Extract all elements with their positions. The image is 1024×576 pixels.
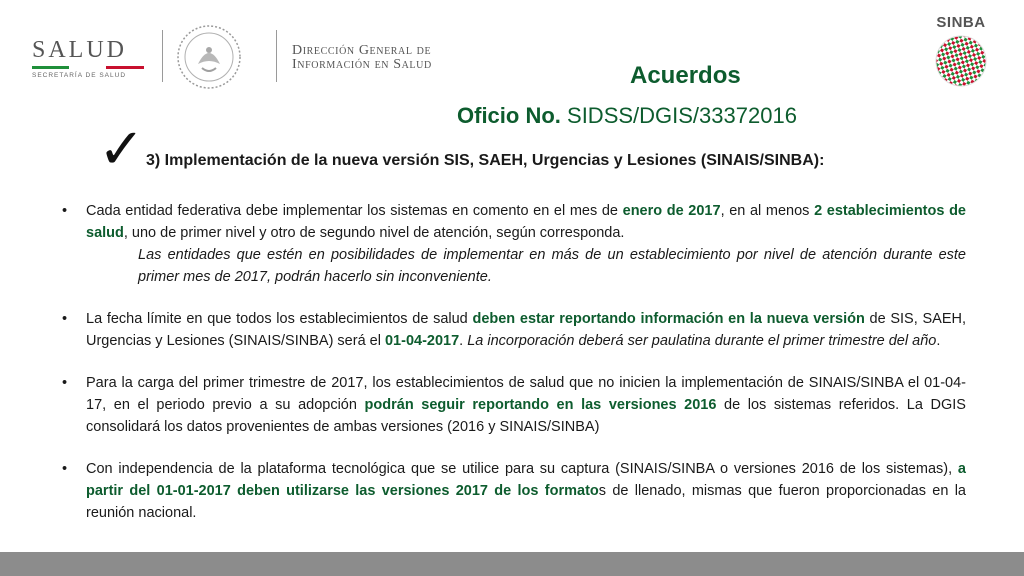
bullet-item <box>62 308 966 352</box>
dgis-line-2: Información en Salud <box>292 57 432 72</box>
dgis-line-1: Dirección General de <box>292 43 432 58</box>
bullet-note: Las entidades que estén en posibilidades de implementar en más de un establecimiento por nivel de atención durante este primer mes de 2017, podrán hacerlo sin inconveniente. <box>138 247 966 285</box>
bullet-text: , en al menos <box>720 203 815 219</box>
bullet-dot-icon: • <box>62 375 68 391</box>
bullet-text: La fecha límite en que todos los establecimientos de salud <box>86 311 473 327</box>
bullet-text: . <box>936 333 941 349</box>
bullet-list <box>62 200 966 524</box>
bullet-text: , uno de primer nivel y otro de segundo nivel de atención, según corresponda. <box>123 225 625 241</box>
coat-of-arms-icon <box>176 24 242 95</box>
bullet-highlight: deben estar reportando información en la nueva versión <box>472 311 865 327</box>
salud-logo-subtitle: SECRETARÍA DE SALUD <box>32 72 127 79</box>
bullet-item <box>62 458 966 524</box>
oficio-line <box>457 103 797 129</box>
sinba-logo-text: SINBA <box>936 14 986 31</box>
bullet-item <box>62 372 966 438</box>
footer-bar <box>0 552 1024 576</box>
bullet-dot-icon: • <box>62 203 68 219</box>
bullet-text: de los sistemas referidos. La DGIS consolidará los datos provenientes de ambas versiones (2016 y SINAIS/SINBA) <box>86 397 966 435</box>
bullet-text: Para la carga del primer trimestre de 2017, los establecimientos de salud que no inicien la implementación de SINAIS/SINBA el 01-04-17, en el periodo previo a su adopción <box>86 375 966 413</box>
oficio-number: SIDSS/DGIS/33372016 <box>567 103 797 128</box>
bullet-highlight: 01-04-2017 <box>384 333 460 349</box>
salud-logo <box>32 38 152 79</box>
bullet-item <box>62 200 966 288</box>
bullet-text: Con independencia de la plataforma tecnológica que se utilice para su captura (SINAIS/SINBA o versiones 2016 de los sistemas), <box>86 461 958 477</box>
bullet-dot-icon: • <box>62 461 68 477</box>
bullet-highlight: podrán seguir reportando en las versiones 2016 <box>364 397 717 413</box>
salud-logo-text: SALUD <box>32 37 128 63</box>
section-subheading: 3) Implementación de la nueva versión SIS, SAEH, Urgencias y Lesiones (SINAIS/SINBA): <box>146 152 825 169</box>
header-divider <box>162 30 163 82</box>
bullet-dot-icon: • <box>62 311 68 327</box>
salud-logo-stripe <box>32 66 144 69</box>
bullet-highlight: 2 establecimientos de salud <box>86 203 966 241</box>
bullet-text: s de llenado, mismas que fueron proporcionadas en la reunión nacional. <box>86 483 966 521</box>
sinba-logo <box>926 14 996 94</box>
page-title: Acuerdos <box>630 62 741 89</box>
header-divider <box>276 30 277 82</box>
bullet-text: de SIS, SAEH, Urgencias y Lesiones (SINAIS/SINBA) será el <box>86 311 966 349</box>
bullet-text: Cada entidad federativa debe implementar los sistemas en comento en el mes de <box>86 203 623 219</box>
dgis-logo <box>292 44 432 72</box>
oficio-prefix: Oficio No. <box>457 103 561 128</box>
bullet-highlight: enero de 2017 <box>622 203 721 219</box>
bullet-highlight: a partir del 01-01-2017 deben utilizarse las versiones 2017 de los formato <box>86 461 966 499</box>
bullet-italic: La incorporación deberá ser paulatina durante el primer trimestre del año <box>467 333 937 349</box>
bullet-text: . <box>459 333 468 349</box>
sinba-globe-icon <box>933 33 989 89</box>
checkmark-icon: ✓ <box>98 117 145 182</box>
